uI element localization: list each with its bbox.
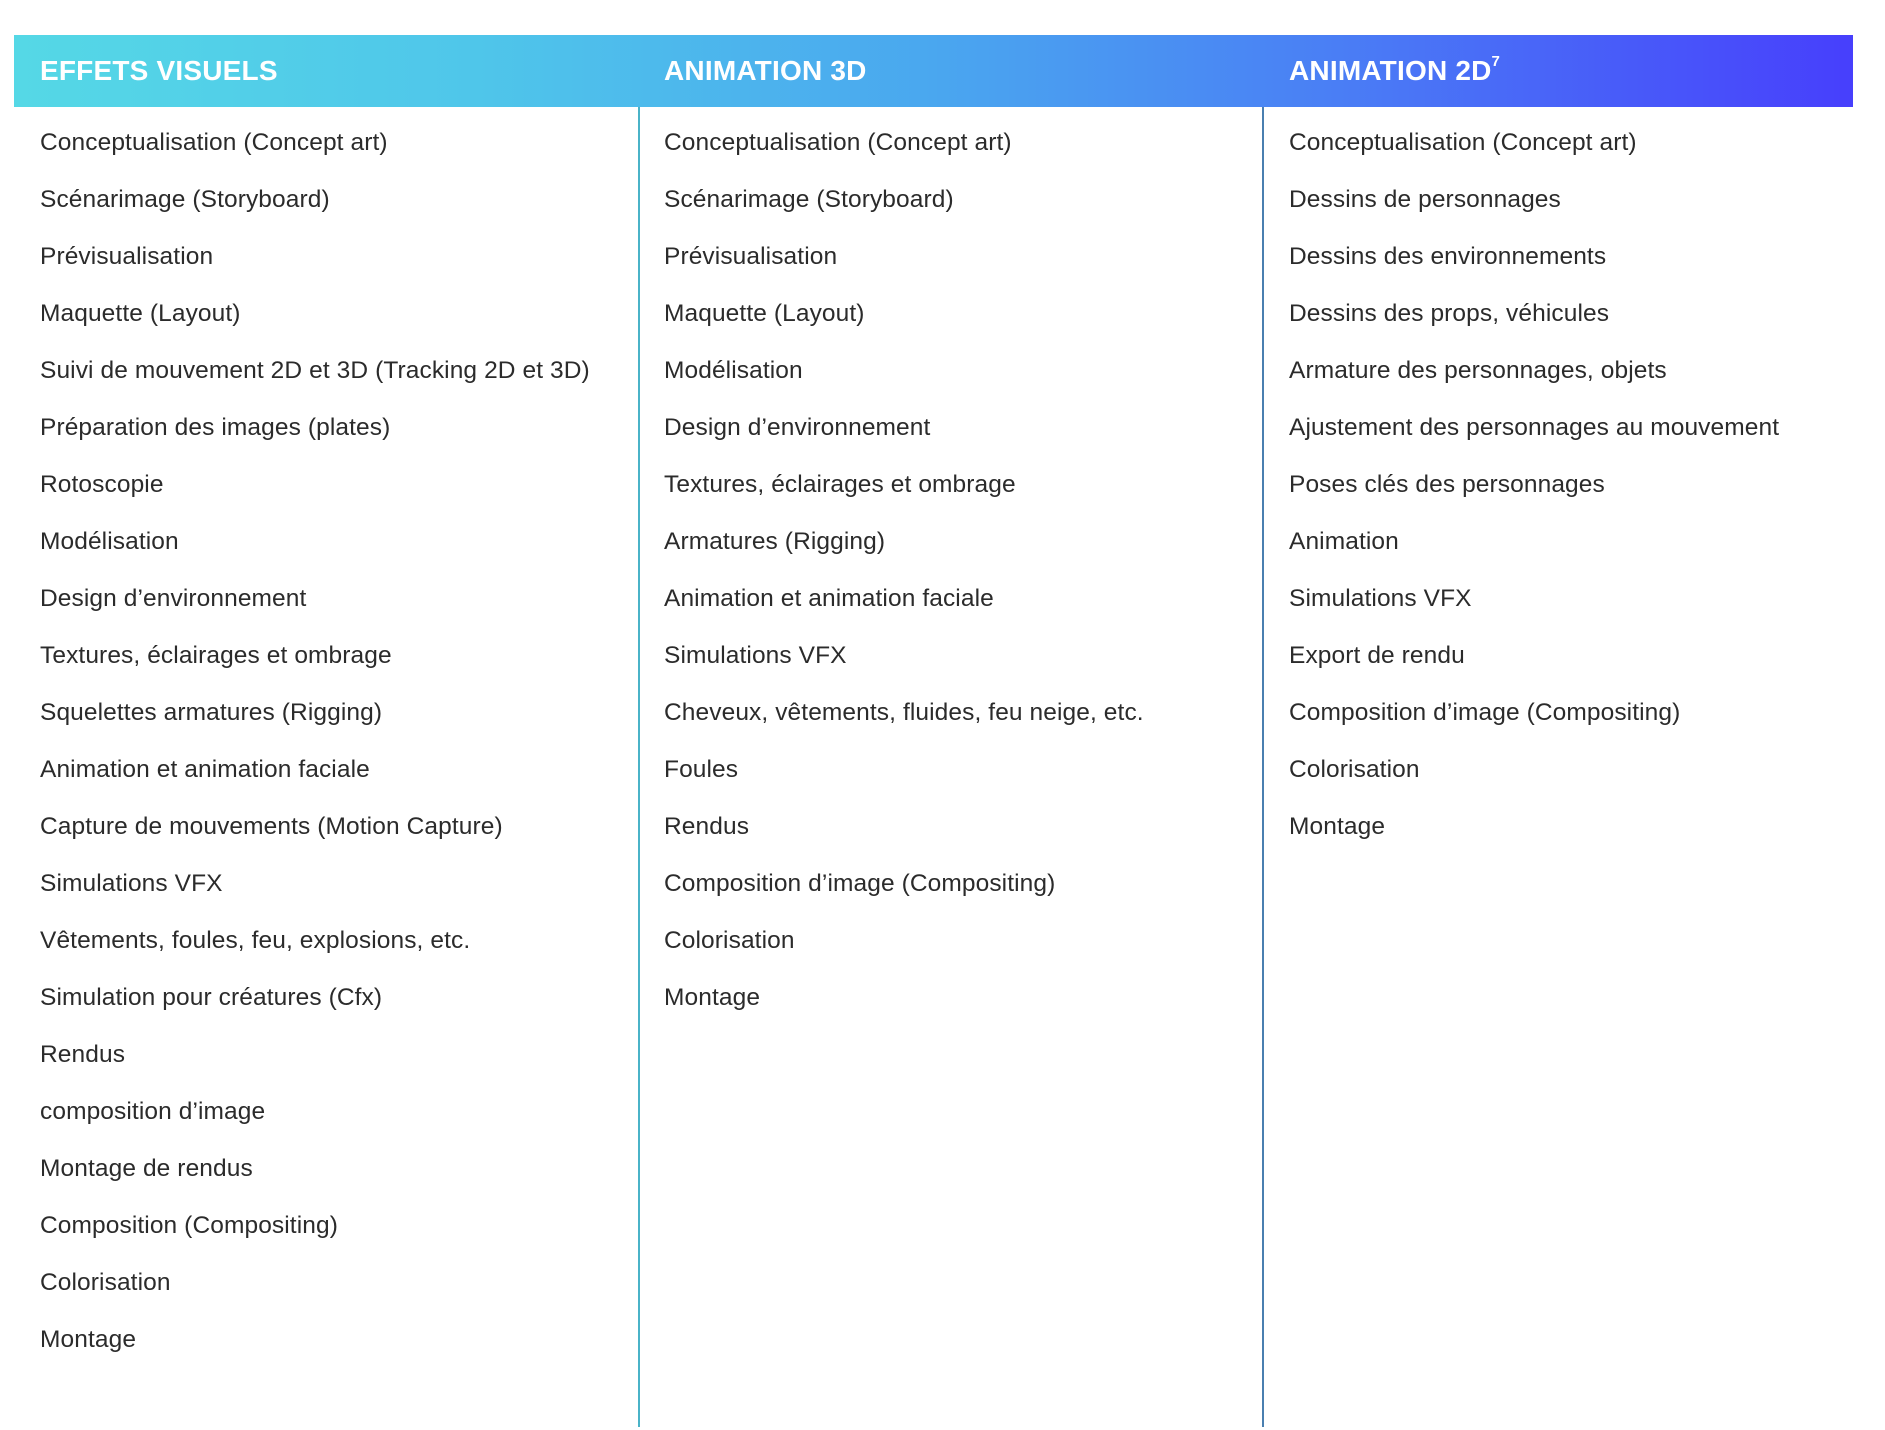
- list-item: Rendus: [40, 1041, 126, 1068]
- header-effets-visuels: [40, 35, 278, 107]
- list-item: Composition (Compositing): [40, 1212, 338, 1239]
- list-item: Rotoscopie: [40, 471, 164, 498]
- list-item: Design d’environnement: [664, 414, 931, 441]
- list-item: Simulations VFX: [664, 642, 847, 669]
- list-item: Colorisation: [664, 927, 795, 954]
- list-item: Composition d’image (Compositing): [1289, 699, 1681, 726]
- list-item: Armatures (Rigging): [664, 528, 886, 555]
- item-list: [664, 127, 1254, 1014]
- column-animation-3d: [664, 107, 1254, 1427]
- list-item: Prévisualisation: [40, 243, 214, 270]
- list-item: Composition d’image (Compositing): [664, 870, 1056, 897]
- column-effets-visuels: [40, 107, 620, 1427]
- list-item: Foules: [664, 756, 739, 783]
- list-item: Animation et animation faciale: [664, 585, 994, 612]
- list-item: Dessins des props, véhicules: [1289, 300, 1610, 327]
- list-item: Préparation des images (plates): [40, 414, 391, 441]
- list-item: Squelettes armatures (Rigging): [40, 699, 383, 726]
- list-item: Animation et animation faciale: [40, 756, 370, 783]
- list-item: Textures, éclairages et ombrage: [40, 642, 392, 669]
- header-label: EFFETS VISUELS: [40, 55, 278, 86]
- list-item: Cheveux, vêtements, fluides, feu neige, etc.: [664, 699, 1144, 726]
- footnote-marker: 7: [1491, 52, 1501, 70]
- header-label: ANIMATION 2D: [1289, 55, 1492, 86]
- list-item: Dessins des environnements: [1289, 243, 1607, 270]
- list-item: Design d’environnement: [40, 585, 307, 612]
- list-item: Simulations VFX: [40, 870, 223, 897]
- header-animation-2d: [1289, 35, 1500, 107]
- list-item: Dessins de personnages: [1289, 186, 1561, 213]
- list-item: Armature des personnages, objets: [1289, 357, 1667, 384]
- list-item: Colorisation: [1289, 756, 1420, 783]
- column-divider: [638, 107, 640, 1427]
- list-item: Montage: [40, 1326, 137, 1353]
- list-item: Poses clés des personnages: [1289, 471, 1605, 498]
- list-item: Conceptualisation (Concept art): [1289, 129, 1637, 156]
- list-item: Rendus: [664, 813, 750, 840]
- list-item: Modélisation: [40, 528, 179, 555]
- header-animation-3d: [664, 35, 867, 107]
- list-item: Montage de rendus: [40, 1155, 253, 1182]
- list-item: Simulation pour créatures (Cfx): [40, 984, 383, 1011]
- list-item: Maquette (Layout): [40, 300, 241, 327]
- column-animation-2d: [1289, 107, 1849, 1427]
- list-item: Montage: [664, 984, 761, 1011]
- list-item: Vêtements, foules, feu, explosions, etc.: [40, 927, 471, 954]
- list-item: Scénarimage (Storyboard): [664, 186, 954, 213]
- column-divider: [1262, 107, 1264, 1427]
- list-item: Montage: [1289, 813, 1386, 840]
- list-item: Export de rendu: [1289, 642, 1465, 669]
- list-item: Conceptualisation (Concept art): [40, 129, 388, 156]
- list-item: Maquette (Layout): [664, 300, 865, 327]
- list-item: Modélisation: [664, 357, 803, 384]
- list-item: Simulations VFX: [1289, 585, 1472, 612]
- list-item: Prévisualisation: [664, 243, 838, 270]
- list-item: composition d’image: [40, 1098, 266, 1125]
- table-header: [14, 35, 1853, 107]
- list-item: Capture de mouvements (Motion Capture): [40, 813, 503, 840]
- list-item: Textures, éclairages et ombrage: [664, 471, 1016, 498]
- table-body: [14, 107, 1853, 1427]
- list-item: Ajustement des personnages au mouvement: [1289, 414, 1780, 441]
- list-item: Suivi de mouvement 2D et 3D (Tracking 2D et 3D): [40, 357, 590, 384]
- list-item: Conceptualisation (Concept art): [664, 129, 1012, 156]
- header-label: ANIMATION 3D: [664, 55, 867, 86]
- item-list: [1289, 127, 1849, 843]
- item-list: [40, 127, 620, 1356]
- list-item: Animation: [1289, 528, 1399, 555]
- list-item: Scénarimage (Storyboard): [40, 186, 330, 213]
- services-table: [14, 35, 1853, 1427]
- list-item: Colorisation: [40, 1269, 171, 1296]
